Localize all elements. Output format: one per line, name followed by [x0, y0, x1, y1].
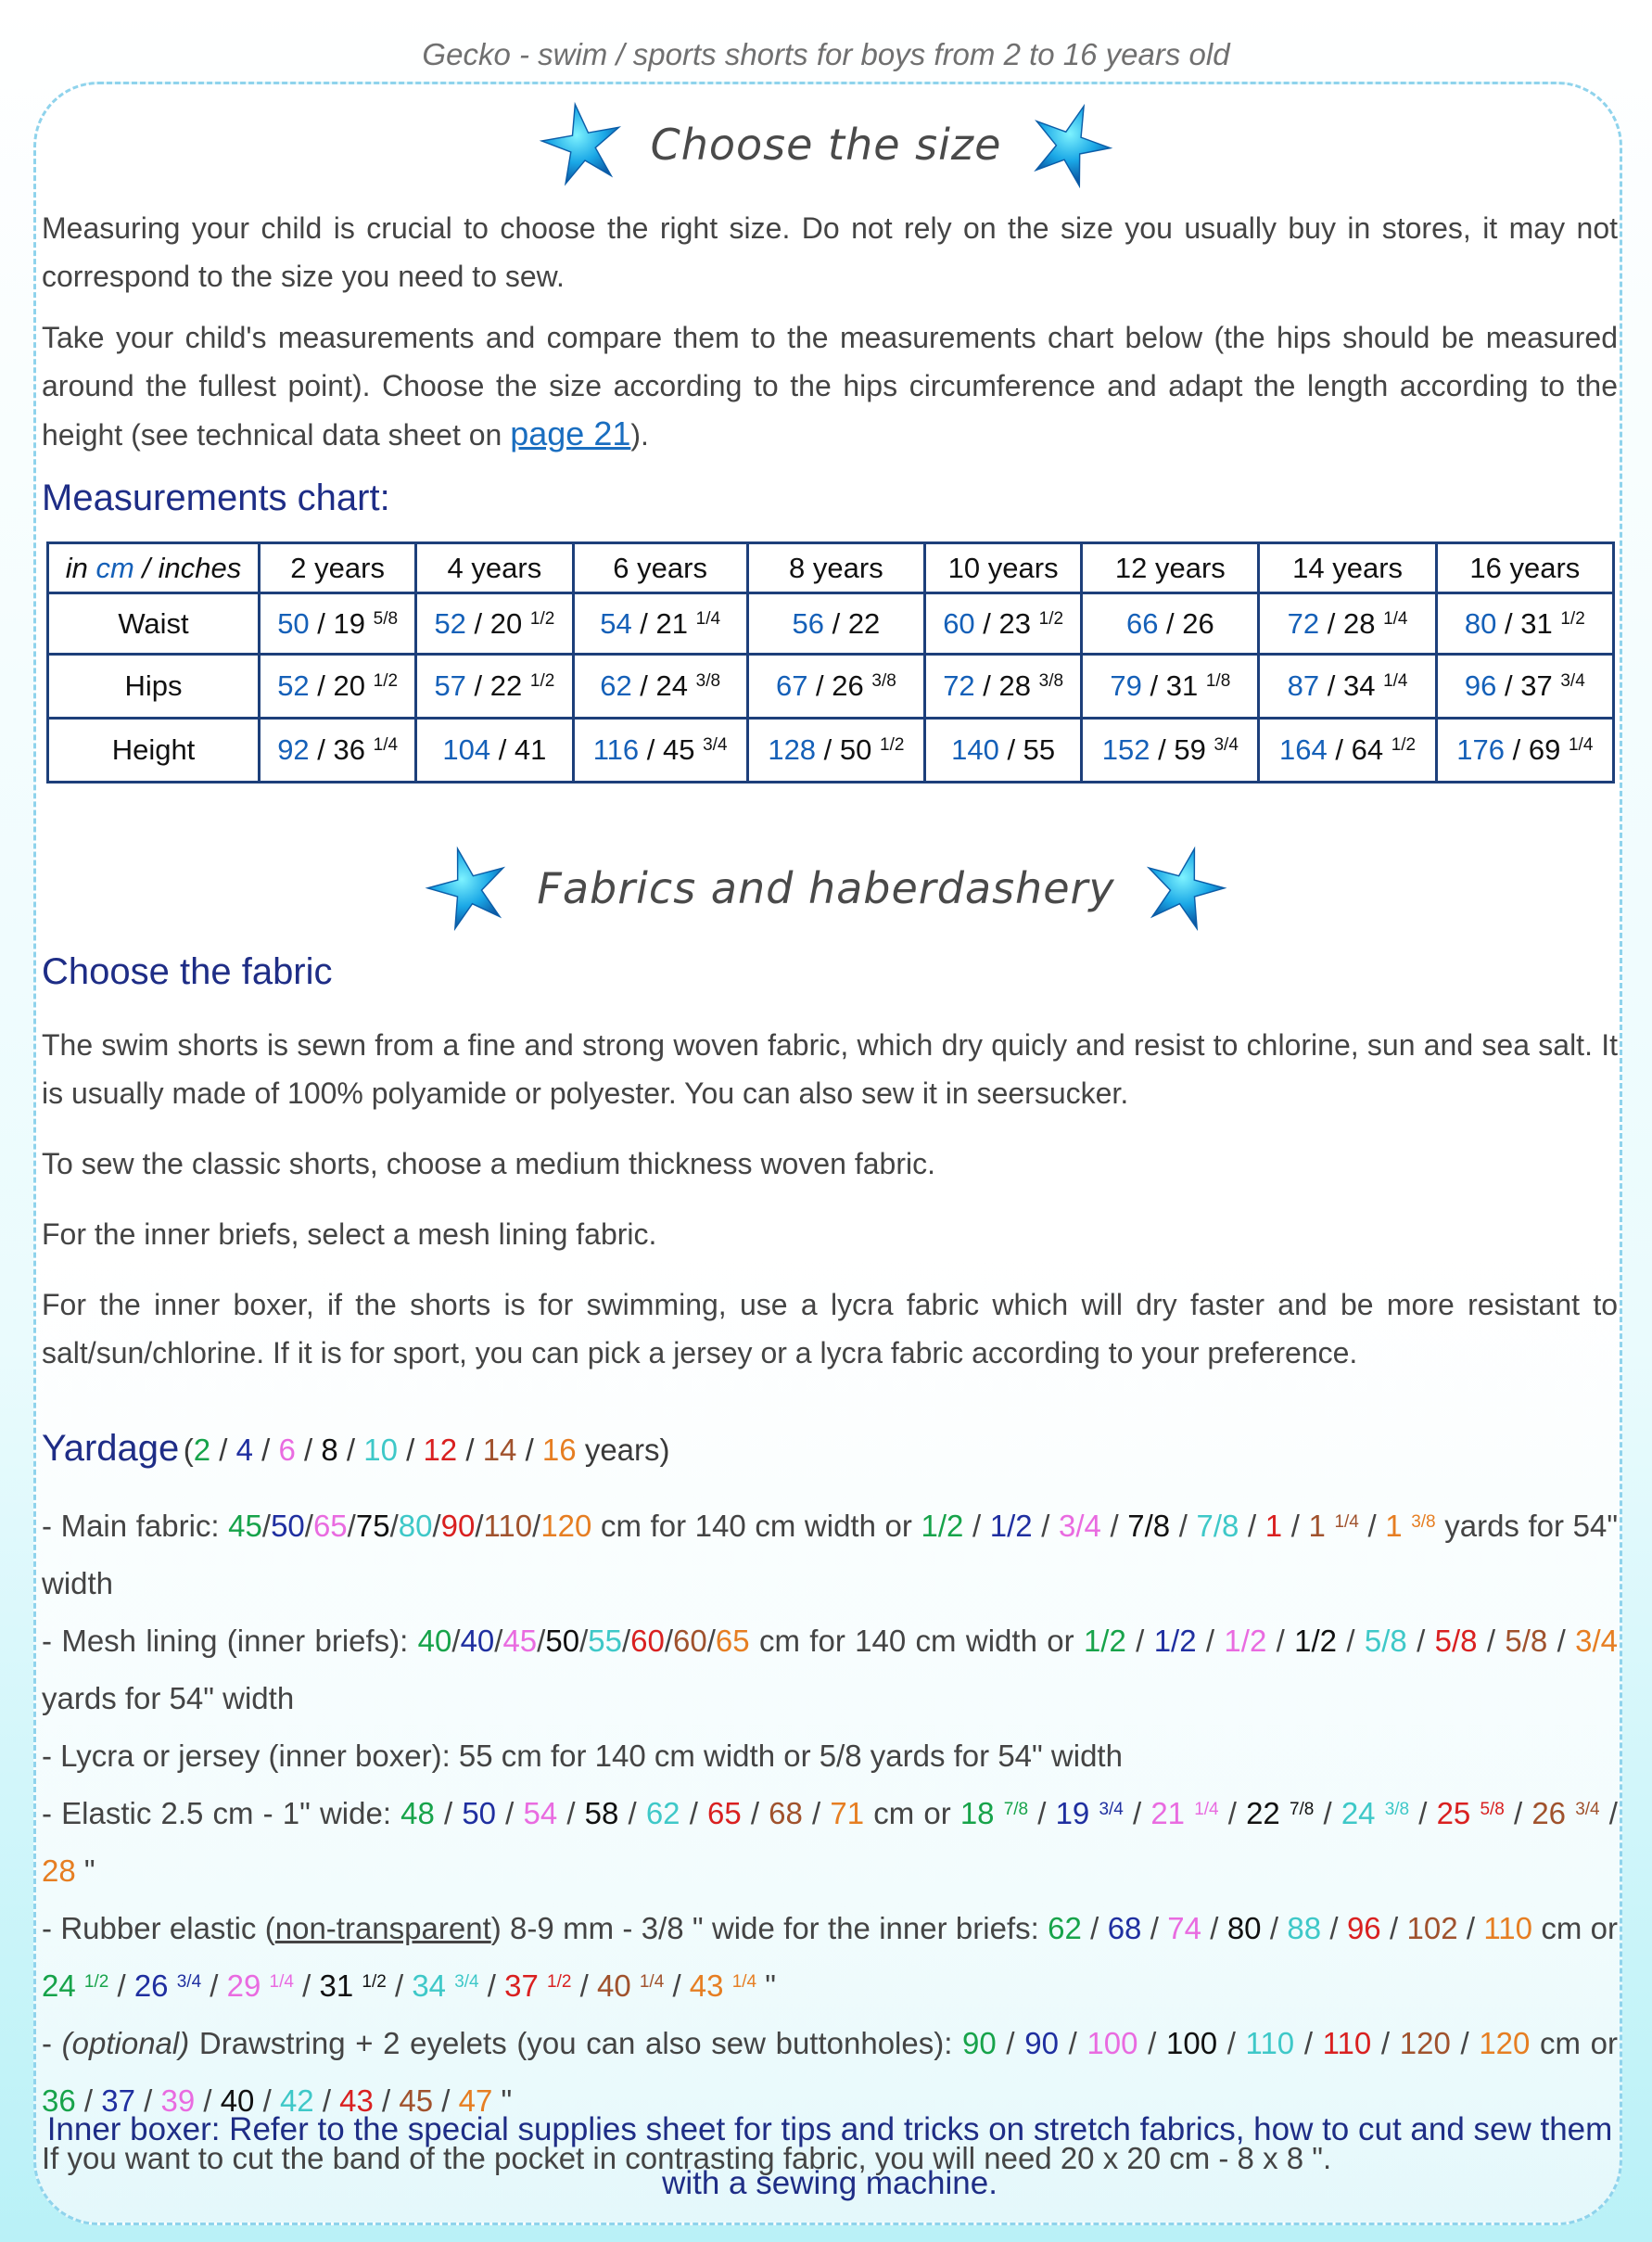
size-fraction: 1/2 [83, 1972, 109, 1992]
size-value: 110 [483, 1509, 533, 1543]
cm-value: 50 [277, 606, 310, 640]
size-fraction: 7/8 [1003, 1800, 1029, 1819]
table-cell: 128 / 50 $^{1/2}$ [747, 719, 924, 783]
table-cell: 87 / 34 $^{1/4}$ [1259, 655, 1436, 719]
inch-value: 28 [998, 669, 1031, 702]
cm-value: 164 [1279, 733, 1328, 766]
size-value: 120 [1399, 2026, 1451, 2060]
size-fraction: 3/4 [176, 1972, 202, 1992]
size-value: 100 [1087, 2026, 1138, 2060]
measurements-table [46, 541, 1615, 783]
inch-value: 22 [847, 606, 881, 640]
size-value: 21 [1150, 1796, 1186, 1830]
table-cell: 56 / 22 [747, 593, 924, 655]
size-value: 74 [1167, 1911, 1201, 1945]
inner-boxer-note: Inner boxer: Refer to the special supplies sheet for tips and tricks on stretch fabrics, how to cut and sew them with a sewing machine. [46, 2111, 1613, 2201]
cm-value: 79 [1110, 669, 1142, 702]
inch-value: 19 [333, 606, 365, 640]
table-cell: 50 / 19 $^{5/8}$ [260, 593, 416, 655]
line-text: " [756, 1968, 776, 2003]
inch-fraction: 1/4 [1383, 608, 1408, 629]
cm-value: 54 [600, 606, 632, 640]
size-fraction: 1/2 [547, 1972, 572, 1992]
size-value: 102 [1406, 1911, 1458, 1945]
size-value: 3/4 [1058, 1509, 1101, 1543]
table-cell: 72 / 28 $^{1/4}$ [1259, 593, 1436, 655]
size-value: 71 [830, 1796, 865, 1830]
section-title: Choose the size [650, 120, 1002, 170]
size-value: 65 [715, 1624, 750, 1658]
inch-value: 26 [832, 669, 864, 702]
size-value: 45 [399, 2083, 434, 2118]
table-cell: 60 / 23 $^{1/2}$ [925, 593, 1082, 655]
cm-value: 72 [943, 669, 975, 702]
size-value: 5/8 [1434, 1624, 1478, 1658]
inch-value: 31 [1520, 606, 1553, 640]
inch-fraction: 3/4 [1214, 735, 1239, 755]
inch-value: 37 [1520, 669, 1553, 702]
size-value: 31 [319, 1968, 354, 2003]
cm-value: 57 [434, 669, 466, 702]
cm-value: 128 [768, 733, 817, 766]
cm-value: 176 [1456, 733, 1506, 766]
size-value: 26 [1531, 1796, 1567, 1830]
document-title: Gecko - swim / sports shorts for boys from 2 to 16 years old [422, 37, 1230, 71]
inch-fraction: 1/2 [1391, 735, 1417, 755]
size-value: 40 [460, 1624, 495, 1658]
size-fraction: 3/4 [1575, 1800, 1600, 1819]
choose-size-heading [0, 100, 1652, 189]
table-cell: 52 / 20 $^{1/2}$ [416, 593, 573, 655]
pocket-line: If you want to cut the band of the pocket in contrasting fabric, you will need 20 x 20 cm - 8 x 8 ". [42, 2141, 1332, 2175]
optional-tag: (optional) [61, 2026, 190, 2060]
size-value: 39 [160, 2083, 196, 2118]
size-fraction: 1/4 [731, 1972, 757, 1992]
size-fraction: 7/8 [1289, 1800, 1315, 1819]
size-value: 50 [462, 1796, 497, 1830]
briefs-paragraph: For the inner briefs, select a mesh lining fabric. [42, 1217, 657, 1251]
mesh-lining-line: - Mesh lining (inner briefs): 40/40/45/50/55/60/60/65 cm for 140 cm width or 1/2 / 1/2 / 1/2 / 1/2 / 5/8 / 5/8 / 5/8 / 3/4 yards for 54" width [42, 1624, 1618, 1715]
size-header: 14 years [1259, 543, 1436, 593]
size-value: 36 [42, 2083, 76, 2118]
inch-value: 21 [655, 606, 689, 640]
size-fraction: 1/2 [362, 1972, 387, 1992]
cm-value: 152 [1101, 733, 1150, 766]
measure-paragraph: Take your child's measurements and compare them to the measurements chart below (the hips should be measured around the fullest point). Choose the size according to the hips circumference and adapt the length according to the height (see technical data sheet on page 21). [42, 321, 1618, 452]
size-value: 25 [1436, 1796, 1471, 1830]
size-value: 65 [312, 1509, 348, 1543]
line-text: cm for 140 cm width or [749, 1624, 1084, 1658]
size-value: 24 [1341, 1796, 1376, 1830]
size-value: 65 [707, 1796, 742, 1830]
line-text: ) 8-9 mm - 3/8 " wide for the inner briefs: [490, 1911, 1048, 1945]
table-cell: 72 / 28 $^{3/8}$ [925, 655, 1082, 719]
table-cell: 52 / 20 $^{1/2}$ [260, 655, 416, 719]
table-cell: 92 / 36 $^{1/4}$ [260, 719, 416, 783]
line-text: yards for 54" width [42, 1509, 1619, 1600]
size-value: 110 [1245, 2026, 1295, 2060]
size-value: 47 [458, 2083, 493, 2118]
yardage-size: 2 [193, 1433, 211, 1467]
inch-fraction: 1/2 [529, 671, 555, 691]
line-label: - Main fabric: [42, 1509, 229, 1543]
size-value: 1 [1308, 1509, 1326, 1543]
lycra-line: - Lycra or jersey (inner boxer): 55 cm for 140 cm width or 5/8 yards for 54" width [42, 1739, 1123, 1773]
size-header: 16 years [1436, 543, 1613, 593]
size-value: 68 [1107, 1911, 1142, 1945]
size-value: 90 [1024, 2026, 1059, 2060]
size-value: 58 [584, 1796, 619, 1830]
table-cell: 62 / 24 $^{3/8}$ [573, 655, 747, 719]
size-value: 62 [1048, 1911, 1082, 1945]
row-label: Hips [48, 655, 260, 719]
table-cell: 66 / 26 [1082, 593, 1259, 655]
size-fraction: 3/4 [454, 1972, 479, 1992]
size-value: 28 [42, 1853, 76, 1888]
size-value: 37 [504, 1968, 539, 2003]
inch-value: 50 [839, 733, 872, 766]
inch-value: 64 [1351, 733, 1384, 766]
size-value: 18 [959, 1796, 995, 1830]
choose-fabric-title: Choose the fabric [42, 951, 333, 992]
table-row [48, 593, 1614, 655]
yardage-size: 10 [363, 1433, 398, 1467]
main-fabric-line: - Main fabric: 45/50/65/75/80/90/110/120 cm for 140 cm width or 1/2 / 1/2 / 3/4 / 7/8 / 7/8 / 1 / 1 $^{1/4}$ / 1 $^{3/8}$ yards for 54" width [42, 1509, 1619, 1600]
size-value: 120 [1479, 2026, 1531, 2060]
table-cell: 176 / 69 $^{1/4}$ [1436, 719, 1613, 783]
yardage-years: years) [584, 1433, 670, 1467]
size-value: 60 [673, 1624, 707, 1658]
size-value: 1/2 [921, 1509, 964, 1543]
fabrics-heading [0, 844, 1652, 933]
inch-fraction: 1/2 [1560, 608, 1585, 629]
size-value: 45 [502, 1624, 538, 1658]
cm-value: 116 [592, 733, 640, 766]
size-header: 8 years [747, 543, 924, 593]
size-value: 1/2 [989, 1509, 1033, 1543]
size-header: 2 years [260, 543, 416, 593]
inch-fraction: 1/2 [880, 735, 905, 755]
size-value: 110 [1483, 1911, 1533, 1945]
table-cell: 96 / 37 $^{3/4}$ [1436, 655, 1613, 719]
row-label: Waist [48, 593, 260, 655]
cm-value: 52 [277, 669, 310, 702]
inch-fraction: 1/4 [695, 608, 721, 629]
size-value: 43 [339, 2083, 374, 2118]
size-value: 7/8 [1196, 1509, 1239, 1543]
starfish-icon [424, 844, 513, 933]
size-value: 54 [523, 1796, 558, 1830]
size-header: 4 years [416, 543, 573, 593]
table-cell: 104 / 41 [416, 719, 573, 783]
yardage-size: 14 [482, 1433, 517, 1467]
table-header-row [48, 543, 1614, 593]
inch-fraction: 1/4 [373, 735, 399, 755]
inch-value: 20 [489, 606, 523, 640]
classic-paragraph: To sew the classic shorts, choose a medium thickness woven fabric. [42, 1147, 935, 1180]
size-fraction: 3/8 [1384, 1800, 1410, 1819]
cm-value: 60 [943, 606, 975, 640]
size-value: 110 [1322, 2026, 1372, 2060]
line-label: - Mesh lining (inner briefs): [42, 1624, 418, 1658]
elastic-line: - Elastic 2.5 cm - 1" wide: 48 / 50 / 54 / 58 / 62 / 65 / 68 / 71 cm or 18 $^{7/8}$ / 19 $^{3/4}$ / 21 $^{1/4}$ / 22 $^{7/8}$ / 24 $^{3/8}$ / 25 $^{5/8}$ / 26 $^{3/4}$ / 28 " [42, 1796, 1618, 1888]
inch-value: 34 [1342, 669, 1376, 702]
size-value: 1 [1264, 1509, 1283, 1543]
line-text: " [492, 2083, 513, 2118]
line-text: cm for 140 cm width or [591, 1509, 921, 1543]
table-row [48, 655, 1614, 719]
size-fraction: 1/4 [639, 1972, 665, 1992]
yardage-size: 12 [423, 1433, 458, 1467]
inch-fraction: 1/2 [1038, 608, 1064, 629]
size-value: 5/8 [1364, 1624, 1407, 1658]
inch-fraction: 3/8 [695, 671, 721, 691]
table-cell: 116 / 45 $^{3/4}$ [573, 719, 747, 783]
size-value: 55 [588, 1624, 622, 1658]
cm-value: 62 [600, 669, 632, 702]
size-fraction: 1/4 [1194, 1800, 1219, 1819]
cm-value: 72 [1287, 606, 1320, 640]
size-value: 48 [400, 1796, 435, 1830]
cm-value: 104 [442, 733, 491, 766]
table-row [48, 719, 1614, 783]
inch-fraction: 3/4 [703, 735, 728, 755]
inch-value: 24 [655, 669, 689, 702]
yardage-size: 8 [321, 1433, 338, 1467]
cm-value: 80 [1464, 606, 1497, 640]
table-cell: 80 / 31 $^{1/2}$ [1436, 593, 1613, 655]
size-value: 1/2 [1083, 1624, 1126, 1658]
size-value: 1/2 [1224, 1624, 1267, 1658]
line-text: cm or [864, 1796, 960, 1830]
inch-value: 69 [1528, 733, 1561, 766]
size-value: 90 [962, 2026, 997, 2060]
inch-value: 26 [1182, 606, 1214, 640]
inch-value: 55 [1023, 733, 1056, 766]
cm-value: 92 [277, 733, 310, 766]
starfish-icon [538, 100, 627, 189]
row-label: Height [48, 719, 260, 783]
table-cell: 152 / 59 $^{3/4}$ [1082, 719, 1259, 783]
line-label: - Rubber elastic ( [42, 1911, 275, 1945]
size-value: 68 [769, 1796, 803, 1830]
size-value: 37 [101, 2083, 135, 2118]
size-value: 1/2 [1294, 1624, 1338, 1658]
size-value: 1/2 [1153, 1624, 1197, 1658]
inch-fraction: 5/8 [373, 608, 399, 629]
size-fraction: 1/4 [1334, 1512, 1359, 1532]
inch-fraction: 1/4 [1568, 735, 1594, 755]
inch-fraction: 3/8 [1038, 671, 1064, 691]
starfish-icon [1139, 844, 1228, 933]
fabric-paragraph: The swim shorts is sewn from a fine and strong woven fabric, which dry quicly and resist to chlorine, sun and sea salt. It is usually made of 100% polyamide or polyester. You can also sew it in seersucker. [42, 1028, 1618, 1110]
cm-value: 66 [1125, 606, 1159, 640]
size-fraction: 5/8 [1480, 1800, 1505, 1819]
table-cell: 79 / 31 $^{1/8}$ [1082, 655, 1259, 719]
unit-header: in cm / inches [48, 543, 260, 593]
size-fraction: 1/4 [269, 1972, 294, 1992]
intro-paragraph: Measuring your child is crucial to choose the right size. Do not rely on the size you usually buy in stores, it may not correspond to the size you need to sew. [42, 211, 1618, 293]
line-text: " [75, 1853, 95, 1888]
starfish-icon [1025, 100, 1114, 189]
cm-value: 87 [1287, 669, 1320, 702]
underlined-term: non-transparent [274, 1911, 491, 1945]
table-cell: 164 / 64 $^{1/2}$ [1259, 719, 1436, 783]
line-text: yards for 54" width [42, 1681, 295, 1715]
size-value: 19 [1055, 1796, 1090, 1830]
section-title: Fabrics and haberdashery [537, 863, 1115, 913]
size-value: 24 [42, 1968, 76, 2003]
inch-fraction: 1/2 [529, 608, 555, 629]
table-cell: 57 / 22 $^{1/2}$ [416, 655, 573, 719]
cm-value: 67 [775, 669, 808, 702]
inch-value: 59 [1174, 733, 1206, 766]
size-value: 34 [412, 1968, 447, 2003]
size-value: 26 [133, 1968, 169, 2003]
size-value: 75 [355, 1509, 390, 1543]
size-value: 60 [630, 1624, 665, 1658]
size-value: 90 [440, 1509, 476, 1543]
inch-value: 45 [663, 733, 695, 766]
cm-value: 140 [951, 733, 999, 766]
yardage-size: 16 [541, 1433, 577, 1467]
chart-title: Measurements chart: [42, 478, 390, 518]
size-value: 88 [1287, 1911, 1322, 1945]
cm-value: 96 [1464, 669, 1497, 702]
table-cell: 54 / 21 $^{1/4}$ [573, 593, 747, 655]
size-value: 50 [271, 1509, 305, 1543]
size-value: 120 [540, 1509, 592, 1543]
size-value: 7/8 [1127, 1509, 1171, 1543]
inch-value: 28 [1342, 606, 1376, 640]
drawstring-line: - (optional) Drawstring + 2 eyelets (you can also sew buttonholes): 90 / 90 / 100 / 100 / 110 / 110 / 120 / 120 cm or 36 / 37 / 39 / 40 / 42 / 43 / 45 / 47 " [42, 2026, 1619, 2118]
size-value: 42 [279, 2083, 314, 2118]
yardage-heading: Yardage (2 / 4 / 6 / 8 / 10 / 12 / 14 / 16 years) [42, 1428, 670, 1469]
size-value: 22 [1246, 1796, 1280, 1830]
size-header: 6 years [573, 543, 747, 593]
size-value: 40 [417, 1624, 452, 1658]
inch-value: 22 [489, 669, 523, 702]
size-value: 50 [545, 1624, 580, 1658]
size-value: 29 [226, 1968, 261, 2003]
inch-fraction: 3/8 [871, 671, 896, 691]
size-value: 96 [1346, 1911, 1381, 1945]
size-value: 43 [689, 1968, 724, 2003]
inch-value: 41 [514, 733, 547, 766]
inch-fraction: 3/4 [1560, 671, 1585, 691]
size-value: 1 [1385, 1509, 1403, 1543]
size-fraction: 3/4 [1099, 1800, 1124, 1819]
boxer-paragraph: For the inner boxer, if the shorts is for swimming, use a lycra fabric which will dry faster and be more resistant to salt/sun/chlorine. If it is for sport, you can pick a jersey or a lycra fabric according to your preference. [42, 1288, 1618, 1369]
inch-fraction: 1/2 [373, 671, 399, 691]
size-fraction: 3/8 [1411, 1512, 1436, 1532]
table-cell: 140 / 55 [925, 719, 1082, 783]
size-header: 10 years [925, 543, 1082, 593]
line-text: cm or [1530, 2026, 1619, 2060]
inch-value: 23 [998, 606, 1031, 640]
size-value: 80 [398, 1509, 433, 1543]
yardage-size: 4 [235, 1433, 253, 1467]
size-value: 100 [1166, 2026, 1218, 2060]
line-label: - Elastic 2.5 cm - 1" wide: [42, 1796, 401, 1830]
inch-value: 31 [1165, 669, 1199, 702]
inch-value: 20 [333, 669, 365, 702]
size-value: 40 [596, 1968, 631, 2003]
inch-value: 36 [333, 733, 365, 766]
page-21-link[interactable]: page 21 [510, 414, 631, 452]
size-value: 40 [220, 2083, 255, 2118]
size-header: 12 years [1082, 543, 1259, 593]
inch-fraction: 1/4 [1383, 671, 1408, 691]
cm-value: 52 [434, 606, 466, 640]
size-value: 45 [228, 1509, 262, 1543]
yardage-size: 6 [278, 1433, 296, 1467]
inch-fraction: 1/8 [1205, 671, 1231, 691]
rubber-elastic-line: - Rubber elastic (non-transparent) 8-9 mm - 3/8 " wide for the inner briefs: 62 / 68 / 74 / 80 / 88 / 96 / 102 / 110 cm or 24 $^{1/2}$ / 26 $^{3/4}$ / 29 $^{1/4}$ / 31 $^{1/2}$ / 34 $^{3/4}$ / 37 $^{1/2}$ / 40 $^{1/4}$ / 43 $^{1/4}$ " [42, 1911, 1619, 2003]
line-text: Drawstring + 2 eyelets (you can also sew buttonholes): [189, 2026, 963, 2060]
table-cell: 67 / 26 $^{3/8}$ [747, 655, 924, 719]
size-value: 62 [645, 1796, 680, 1830]
cm-value: 56 [792, 606, 824, 640]
size-value: 5/8 [1505, 1624, 1548, 1658]
size-value: 80 [1226, 1911, 1262, 1945]
line-text: cm or [1532, 1911, 1619, 1945]
size-value: 3/4 [1575, 1624, 1618, 1658]
yardage-sizes: (2 / 4 / 6 / 8 / 10 / 12 / 14 / 16 years) [183, 1433, 670, 1467]
